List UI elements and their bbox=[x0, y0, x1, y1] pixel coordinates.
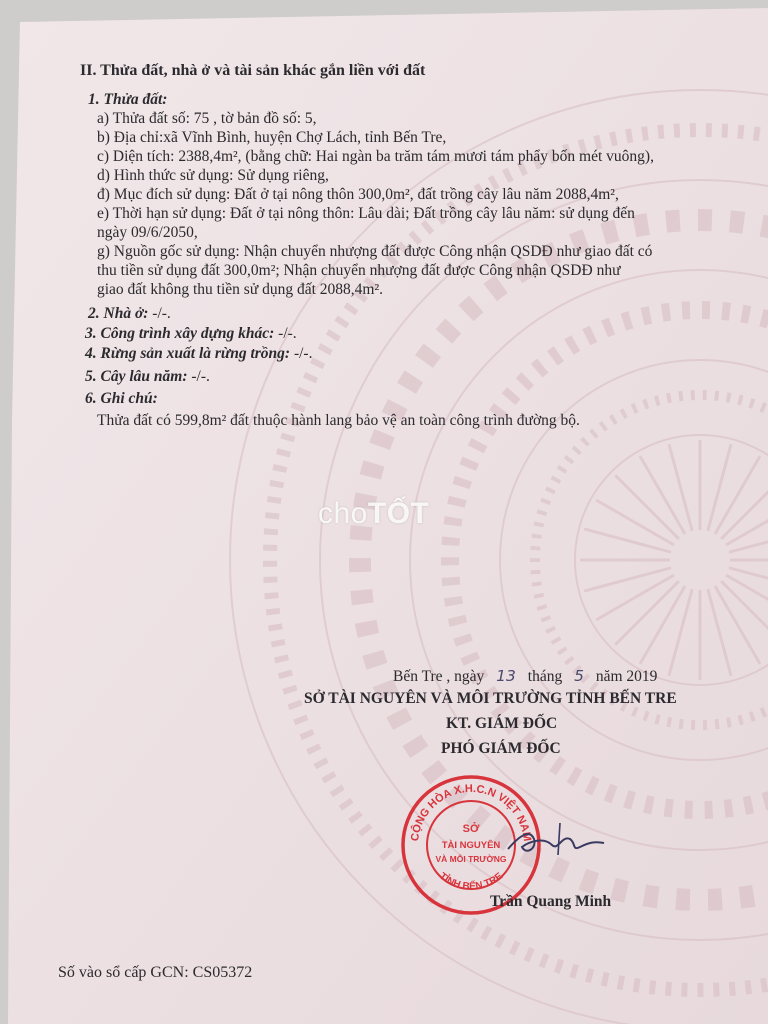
house-label: 2. Nhà ở: bbox=[88, 305, 149, 322]
department-name: SỞ TÀI NGUYÊN VÀ MÔI TRƯỜNG TỈNH BẾN TRE bbox=[304, 690, 677, 707]
house-row bbox=[88, 305, 171, 323]
date-day: 13 bbox=[496, 667, 516, 685]
land-heading: 1. Thửa đất: bbox=[88, 91, 168, 108]
role-line2: PHÓ GIÁM ĐỐC bbox=[441, 740, 561, 757]
land-item-c: c) Diện tích: 2388,4m², (bằng chữ: Hai ngàn ba trăm tám mươi tám phẩy bốn mét vuông), bbox=[97, 148, 654, 165]
stamp-center-line3: VÀ MÔI TRƯỜNG bbox=[435, 854, 507, 864]
date-place: Bến Tre , ngày bbox=[393, 668, 485, 685]
forest-label: 4. Rừng sản xuất là rừng trồng: bbox=[85, 345, 291, 362]
land-item-d: d) Hình thức sử dụng: Sử dụng riêng, bbox=[97, 167, 329, 184]
date-month-label: tháng bbox=[527, 668, 563, 685]
registry-number: Số vào sổ cấp GCN: CS05372 bbox=[58, 964, 253, 981]
house-value: -/-. bbox=[152, 305, 171, 322]
perennial-label: 5. Cây lâu năm: bbox=[85, 368, 188, 385]
land-item-e-line2: ngày 09/6/2050, bbox=[97, 224, 198, 241]
land-item-dd: đ) Mục đích sử dụng: Đất ở tại nông thôn 300,0m², đất trồng cây lâu năm 2088,4m², bbox=[97, 186, 619, 203]
notes-text: Thửa đất có 599,8m² đất thuộc hành lang bảo vệ an toàn công trình đường bộ. bbox=[97, 412, 580, 429]
role-line1: KT. GIÁM ĐỐC bbox=[446, 715, 558, 732]
land-item-g-line1: g) Nguồn gốc sử dụng: Nhận chuyển nhượng đất được Công nhận QSDĐ như giao đất có bbox=[97, 243, 653, 260]
watermark-part1: cho bbox=[318, 497, 368, 530]
land-item-b: b) Địa chỉ:xã Vĩnh Bình, huyện Chợ Lách, tỉnh Bến Tre, bbox=[97, 129, 447, 146]
watermark-part2: TỐT bbox=[367, 497, 430, 530]
signer-name: Trần Quang Minh bbox=[490, 893, 612, 910]
section-title: II. Thửa đất, nhà ở và tài sản khác gắn liền với đất bbox=[80, 62, 426, 79]
handwritten-signature bbox=[500, 815, 610, 865]
perennial-row bbox=[85, 368, 210, 386]
date-month: 5 bbox=[574, 667, 584, 685]
watermark bbox=[318, 497, 429, 531]
stamp-bottom-text: TỈNH BẾN TRE bbox=[437, 870, 505, 893]
notes-label: 6. Ghi chú: bbox=[85, 390, 158, 407]
perennial-value: -/-. bbox=[191, 368, 210, 385]
other-works-value: -/-. bbox=[278, 325, 297, 342]
other-works-label: 3. Công trình xây dựng khác: bbox=[85, 325, 275, 342]
land-item-a: a) Thửa đất số: 75 , tờ bản đồ số: 5, bbox=[97, 110, 317, 127]
stamp-ring-text: CỘNG HÒA X.H.C.N VIỆT NAM bbox=[409, 782, 533, 842]
date-year: năm 2019 bbox=[595, 668, 658, 685]
stamp-center-line2: TÀI NGUYÊN bbox=[441, 840, 501, 851]
land-item-e-line1: e) Thời hạn sử dụng: Đất ở tại nông thôn: Lâu dài; Đất trồng cây lâu năm: sử dụng đến bbox=[97, 205, 635, 222]
forest-row bbox=[85, 345, 312, 363]
land-item-g-line3: giao đất không thu tiền sử dụng đất 2088,4m². bbox=[97, 281, 383, 298]
stamp-center-line1: SỞ bbox=[462, 823, 480, 835]
other-works-row bbox=[85, 325, 297, 343]
date-line bbox=[393, 667, 657, 686]
land-item-g-line2: thu tiền sử dụng đất 300,0m²; Nhận chuyển nhượng đất được Công nhận QSDĐ như bbox=[97, 262, 621, 279]
forest-value: -/-. bbox=[293, 345, 313, 362]
